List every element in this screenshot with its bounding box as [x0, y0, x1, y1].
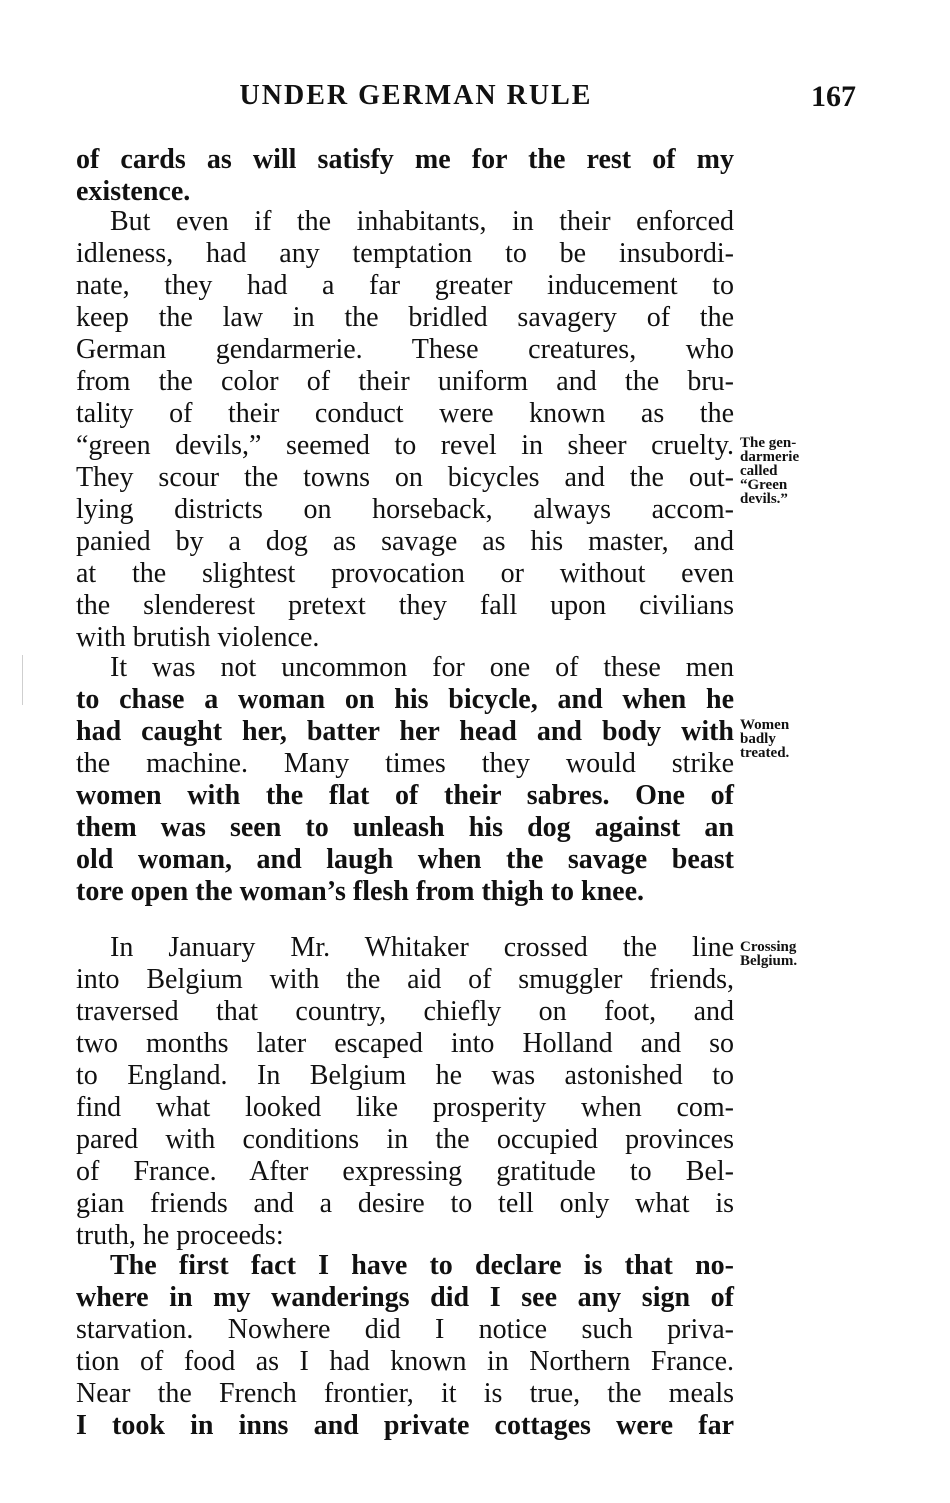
margin-note-line: Belgium.: [740, 953, 798, 969]
text-line: “green devils,” seemed to revel in sheer cruelty.: [76, 430, 734, 461]
margin-note-line: devils.”: [740, 491, 788, 507]
margin-note-line: The gen-: [740, 435, 797, 451]
text-line: old woman, and laugh when the savage beast: [76, 844, 734, 875]
text-line: find what looked like prosperity when com-: [76, 1092, 734, 1123]
text-line: lying districts on horseback, always accom-: [76, 494, 734, 525]
text-line: of France. After expressing gratitude to Bel-: [76, 1156, 734, 1187]
scan-mark: [22, 655, 23, 705]
running-head: [76, 80, 856, 124]
text-line: German gendarmerie. These creatures, who: [76, 334, 734, 365]
text-line: from the color of their uniform and the bru-: [76, 366, 734, 397]
text-line: existence.: [76, 176, 191, 207]
page-number: 167: [811, 80, 856, 113]
text-line: the machine. Many times they would strike: [76, 748, 734, 779]
text-line: starvation. Nowhere did I notice such priva-: [76, 1314, 734, 1345]
text-line: them was seen to unleash his dog against an: [76, 812, 734, 843]
margin-note-line: Crossing: [740, 939, 797, 955]
text-line: to chase a woman on his bicycle, and when he: [76, 684, 734, 715]
text-line: panied by a dog as savage as his master, and: [76, 526, 734, 557]
text-line: had caught her, batter her head and body with: [76, 716, 734, 747]
margin-note-line: darmerie: [740, 449, 800, 465]
text-line: It was not uncommon for one of these men: [110, 652, 734, 683]
margin-note-line: called: [740, 463, 778, 479]
margin-note-line: Women: [740, 717, 790, 733]
text-line: the slenderest pretext they fall upon civilians: [76, 590, 734, 621]
text-line: to England. In Belgium he was astonished to: [76, 1060, 734, 1091]
margin-note-line: “Green: [740, 477, 788, 493]
text-line: I took in inns and private cottages were far: [76, 1410, 734, 1441]
margin-note-line: treated.: [740, 745, 790, 761]
text-line: But even if the inhabitants, in their enforced: [110, 206, 734, 237]
text-line: idleness, had any temptation to be insubordi-: [76, 238, 734, 269]
text-line: They scour the towns on bicycles and the out-: [76, 462, 734, 493]
running-title: UNDER GERMAN RULE: [239, 80, 593, 111]
text-line: women with the flat of their sabres. One of: [76, 780, 734, 811]
margin-note-line: badly: [740, 731, 776, 747]
margin-note-crossing-belgium: [740, 940, 850, 968]
text-line: nate, they had a far greater inducement to: [76, 270, 734, 301]
text-line: keep the law in the bridled savagery of the: [76, 302, 734, 333]
text-line: traversed that country, chiefly on foot, and: [76, 996, 734, 1027]
margin-note-green-devils: [740, 436, 850, 506]
text-line: gian friends and a desire to tell only what is: [76, 1188, 734, 1219]
text-line: two months later escaped into Holland and so: [76, 1028, 734, 1059]
text-line: Near the French frontier, it is true, the meals: [76, 1378, 734, 1409]
text-line: tion of food as I had known in Northern France.: [76, 1346, 734, 1377]
text-line: truth, he proceeds:: [76, 1220, 284, 1251]
text-line: tality of their conduct were known as the: [76, 398, 734, 429]
text-line: where in my wanderings did I see any sign of: [76, 1282, 734, 1313]
text-line: In January Mr. Whitaker crossed the line: [110, 932, 734, 963]
text-line: with brutish violence.: [76, 622, 320, 653]
text-line: of cards as will satisfy me for the rest of my: [76, 144, 734, 175]
margin-note-women-treated: [740, 718, 850, 760]
text-line: The first fact I have to declare is that no-: [110, 1250, 734, 1281]
text-line: tore open the woman’s flesh from thigh to knee.: [76, 876, 645, 907]
text-line: at the slightest provocation or without even: [76, 558, 734, 589]
text-line: into Belgium with the aid of smuggler friends,: [76, 964, 734, 995]
text-line: pared with conditions in the occupied provinces: [76, 1124, 734, 1155]
